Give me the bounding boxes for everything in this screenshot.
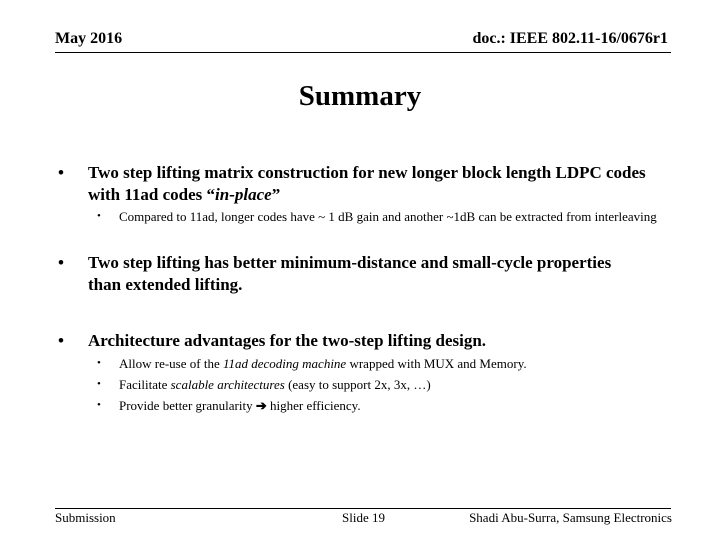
sub-1-text-a: Allow re-use of the (119, 356, 223, 371)
bullet-marker: • (58, 331, 64, 350)
sub-3-text-a: Provide better granularity (119, 398, 256, 413)
footer-slide-number: Slide 19 (342, 510, 385, 525)
bullet-1-text (88, 162, 648, 206)
sub-bullet-marker: • (97, 357, 101, 369)
bullet-1-sub-1-text: Compared to 11ad, longer codes have ~ 1 dB gain and another ~1dB can be extracted from interleaving (119, 209, 657, 224)
bullet-3-sub-1-text (119, 355, 659, 372)
sub-3-text-b: higher efficiency. (266, 398, 361, 413)
bullet-1-emphasis: in-place (215, 185, 272, 204)
sub-2-emphasis: scalable architectures (170, 377, 285, 392)
bullet-3-text: Architecture advantages for the two-step lifting design. (88, 331, 487, 350)
bullet-1-text-a: Two step lifting matrix construction for new longer block length LDPC codes with 11ad codes “ (88, 163, 646, 204)
sub-bullet-marker: • (97, 378, 101, 390)
footer-submission: Submission (55, 510, 116, 525)
bullet-3-sub-2-text (119, 376, 659, 393)
sub-2-text-b: (easy to support 2x, 3x, …) (284, 377, 431, 392)
bullet-1-text-b: ” (271, 185, 281, 204)
sub-bullet-marker: • (97, 399, 101, 411)
sub-1-text-b: wrapped with MUX and Memory. (346, 356, 527, 371)
footer-author: Shadi Abu-Surra, Samsung Electronics (469, 510, 672, 525)
sub-1-emphasis: 11ad decoding machine (222, 356, 347, 371)
bullet-marker: • (58, 163, 64, 182)
right-arrow-icon: ➔ (255, 398, 267, 413)
footer-rule (55, 508, 671, 509)
header-doc-id: doc.: IEEE 802.11-16/0676r1 (472, 30, 668, 47)
slide-title: Summary (298, 80, 422, 112)
bullet-marker: • (58, 253, 64, 272)
header-date: May 2016 (55, 30, 123, 47)
sub-bullet-marker: • (97, 210, 101, 222)
header-rule (55, 52, 671, 53)
sub-2-text-a: Facilitate (119, 377, 171, 392)
bullet-2-text: Two step lifting has better minimum-distance and small-cycle properties than extended lifting. (88, 253, 612, 294)
bullet-3-sub-3-text (119, 397, 659, 414)
